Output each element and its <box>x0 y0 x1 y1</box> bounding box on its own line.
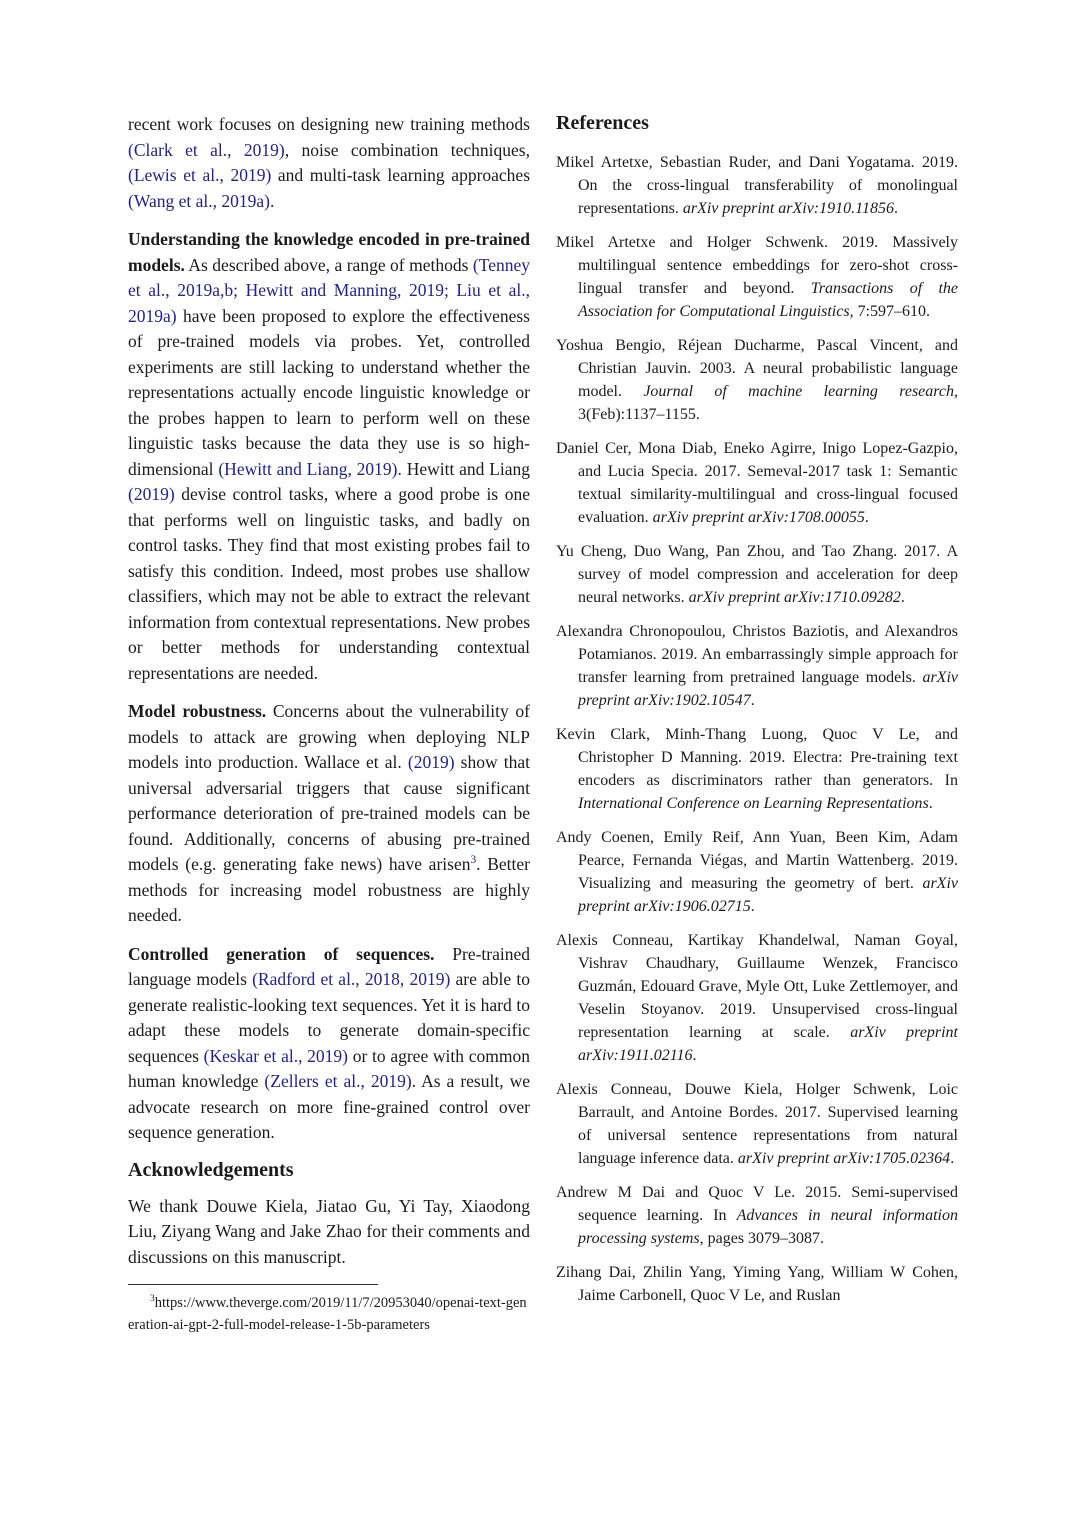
text-run: . Better methods for increasing model robustness are highly needed. <box>128 854 530 925</box>
italic-text-run: arXiv preprint arXiv:1911.02116 <box>578 1024 958 1064</box>
italic-text-run: arXiv preprint arXiv:1708.00055 <box>652 509 865 526</box>
paragraph-model-robustness <box>128 699 530 929</box>
text-run: Alexis Conneau, Douwe Kiela, Holger Schwenk, Loic Barrault, and Antoine Bordes. 2017. Supervised learning of universal sentence representations from natural language inference data. <box>556 1081 958 1167</box>
text-run: , pages 3079–3087. <box>699 1230 825 1247</box>
reference-entry <box>556 437 958 529</box>
italic-text-run: arXiv preprint arXiv:1910.11856 <box>682 200 894 217</box>
citation-link[interactable]: (Hewitt and Liang, 2019) <box>218 458 398 479</box>
text-run: Andy Coenen, Emily Reif, Ann Yuan, Been Kim, Adam Pearce, Fernanda Viégas, and Martin Wattenberg. 2019. Visualizing and measuring the geometry of bert. <box>556 829 958 892</box>
reference-entry <box>556 723 958 815</box>
text-run: , 3(Feb):1137–1155. <box>578 383 958 423</box>
footnote-divider <box>128 1284 378 1285</box>
text-run: . <box>900 589 905 606</box>
text-run: . <box>864 509 869 526</box>
reference-entry <box>556 1261 958 1307</box>
citation-link[interactable]: (Clark et al., 2019) <box>128 139 285 160</box>
reference-entry <box>556 929 958 1067</box>
text-run: . <box>928 795 933 812</box>
run-in-heading: Controlled generation of sequences. <box>128 943 435 964</box>
citation-link[interactable]: (Radford et al., 2018, 2019) <box>252 969 451 989</box>
citation-link[interactable]: (Keskar et al., 2019) <box>203 1045 349 1066</box>
italic-text-run: arXiv preprint arXiv:1902.10547 <box>578 669 958 709</box>
citation-link[interactable]: (2019) <box>407 752 455 772</box>
text-run: As described above, a range of methods <box>184 254 473 275</box>
acknowledgements-paragraph <box>128 1194 530 1271</box>
text-run: Yoshua Bengio, Réjean Ducharme, Pascal Vincent, and Christian Jauvin. 2003. A neural probabilistic language model. <box>556 337 958 400</box>
text-run: Kevin Clark, Minh-Thang Luong, Quoc V Le, and Christopher D Manning. 2019. Electra: Pre-training text encoders as discriminators rather than generators. In <box>556 726 958 789</box>
text-run: show that universal adversarial triggers that cause significant performance deterioration of pre-trained models can be found. Additionally, concerns of abusing pre-trained models (e.g. generating fake news) have arisen <box>128 752 530 874</box>
text-run: , 7:597–610. <box>849 303 931 320</box>
text-run: . <box>750 692 755 709</box>
text-run: Zihang Dai, Zhilin Yang, Yiming Yang, William W Cohen, Jaime Carbonell, Quoc V Le, and Ruslan <box>556 1264 958 1304</box>
run-in-heading: Model robustness. <box>128 701 267 721</box>
citation-link[interactable]: (Tenney et al., 2019a,b; Hewitt and Manning, 2019; Liu et al., 2019a) <box>128 254 530 326</box>
reference-entry <box>556 1181 958 1250</box>
text-run: . <box>692 1047 697 1064</box>
italic-text-run: Advances in neural information processing systems <box>578 1207 958 1247</box>
text-run: Alexis Conneau, Kartikay Khandelwal, Naman Goyal, Vishrav Chaudhary, Guillaume Wenzek, Francisco Guzmán, Edouard Grave, Myle Ott, Luke Zettlemoyer, and Veselin Stoyanov. 2019. Unsupervised cross-lingual representation learning at scale. <box>556 932 958 1041</box>
citation-link[interactable]: (Wang et al., 2019a) <box>128 190 270 211</box>
text-run: Mikel Artetxe, Sebastian Ruder, and Dani Yogatama. 2019. On the cross-lingual transferability of monolingual representations. <box>556 154 958 217</box>
reference-entry <box>556 620 958 712</box>
paragraph-understanding-knowledge <box>128 227 530 686</box>
italic-text-run: Journal of machine learning research <box>643 383 954 400</box>
citation-link[interactable]: (2019) <box>128 484 175 504</box>
left-column <box>128 112 530 1336</box>
text-run: and multi-task learning approaches <box>271 165 531 185</box>
acknowledgements-heading: Acknowledgements <box>128 1158 294 1181</box>
italic-text-run: International Conference on Learning Representations <box>578 795 929 812</box>
text-run: devise control tasks, where a good probe is one that performs well on linguistic tasks, and badly on control tasks. They find that most existing probes fail to satisfy this condition. Indeed, most probes use shallow classifiers, which may not be able to extract the relevant information from contextual representations. New probes or better methods for understanding contextual representations are needed. <box>128 484 530 683</box>
text-run: or to agree with common human knowledge <box>128 1045 530 1091</box>
reference-entry <box>556 826 958 918</box>
text-run: . <box>893 200 898 217</box>
text-run: Alexandra Chronopoulou, Christos Baziotis, and Alexandros Potamianos. 2019. An embarrassingly simple approach for transfer learning from pretrained language models. <box>556 623 958 686</box>
text-run: have been proposed to explore the effectiveness of pre-trained models via probes. Yet, controlled experiments are still lacking to understand whether the representations actually encode linguistic knowledge or the probes happen to learn to perform well on these linguistic tasks because the data they use is so high-dimensional <box>128 305 530 479</box>
italic-text-run: arXiv preprint arXiv:1710.09282 <box>688 589 901 606</box>
text-run: Daniel Cer, Mona Diab, Eneko Agirre, Inigo Lopez-Gazpio, and Lucia Specia. 2017. Semeval-2017 task 1: Semantic textual similarity-multilingual and cross-lingual focused evaluation. <box>556 440 958 526</box>
footnote-url[interactable]: https://www.theverge.com/2019/11/7/20953040/openai-text-generation-ai-gpt-2-full-model-release-1-5b-parameters <box>128 1295 527 1333</box>
text-run: recent work focuses on designing new training methods <box>128 114 530 134</box>
reference-entry <box>556 231 958 323</box>
footnote-marker: 3 <box>150 1294 155 1305</box>
italic-text-run: arXiv preprint arXiv:1906.02715 <box>578 875 958 915</box>
italic-text-run: Transactions of the Association for Computational Linguistics <box>578 280 959 320</box>
reference-entry <box>556 151 958 220</box>
footnote-ref-link[interactable]: 3 <box>470 854 477 867</box>
text-run: . Hewitt and Liang <box>397 458 531 479</box>
citation-link[interactable]: (Lewis et al., 2019) <box>128 165 272 185</box>
text-run: Pre-trained language models <box>128 943 530 989</box>
text-run: . As a result, we advocate research on more fine-grained control over sequence generation. <box>128 1071 530 1142</box>
text-run: . <box>750 898 755 915</box>
reference-entry <box>556 540 958 609</box>
text-run: Concerns about the vulnerability of models to attack are growing when deploying NLP models into production. Wallace et al. <box>128 701 530 772</box>
run-in-heading: Understanding the knowledge encoded in pre-trained models. <box>128 229 530 275</box>
reference-entry <box>556 334 958 426</box>
text-run: . <box>269 190 275 211</box>
text-run: Yu Cheng, Duo Wang, Pan Zhou, and Tao Zhang. 2017. A survey of model compression and acceleration for deep neural networks. <box>556 543 958 606</box>
paragraph-related-work <box>128 112 530 214</box>
citation-link[interactable]: (Zellers et al., 2019) <box>264 1071 412 1091</box>
right-column <box>556 112 958 1318</box>
text-run: . <box>950 1150 955 1167</box>
italic-text-run: arXiv preprint arXiv:1705.02364 <box>737 1150 951 1167</box>
reference-entry <box>556 1078 958 1170</box>
footnote <box>128 1292 530 1336</box>
text-run: are able to generate realistic-looking text sequences. Yet it is hard to adapt these models to generate domain-specific sequences <box>128 969 530 1066</box>
references-heading: References <box>556 112 649 134</box>
text-run: Mikel Artetxe and Holger Schwenk. 2019. Massively multilingual sentence embeddings for zero-shot cross-lingual transfer and beyond. <box>556 234 958 297</box>
text-run: We thank Douwe Kiela, Jiatao Gu, Yi Tay, Xiaodong Liu, Ziyang Wang and Jake Zhao for their comments and discussions on this manuscript. <box>128 1195 530 1267</box>
text-run: Andrew M Dai and Quoc V Le. 2015. Semi-supervised sequence learning. In <box>556 1184 958 1224</box>
text-run: , noise combination techniques, <box>284 139 530 160</box>
paragraph-controlled-generation <box>128 942 530 1146</box>
